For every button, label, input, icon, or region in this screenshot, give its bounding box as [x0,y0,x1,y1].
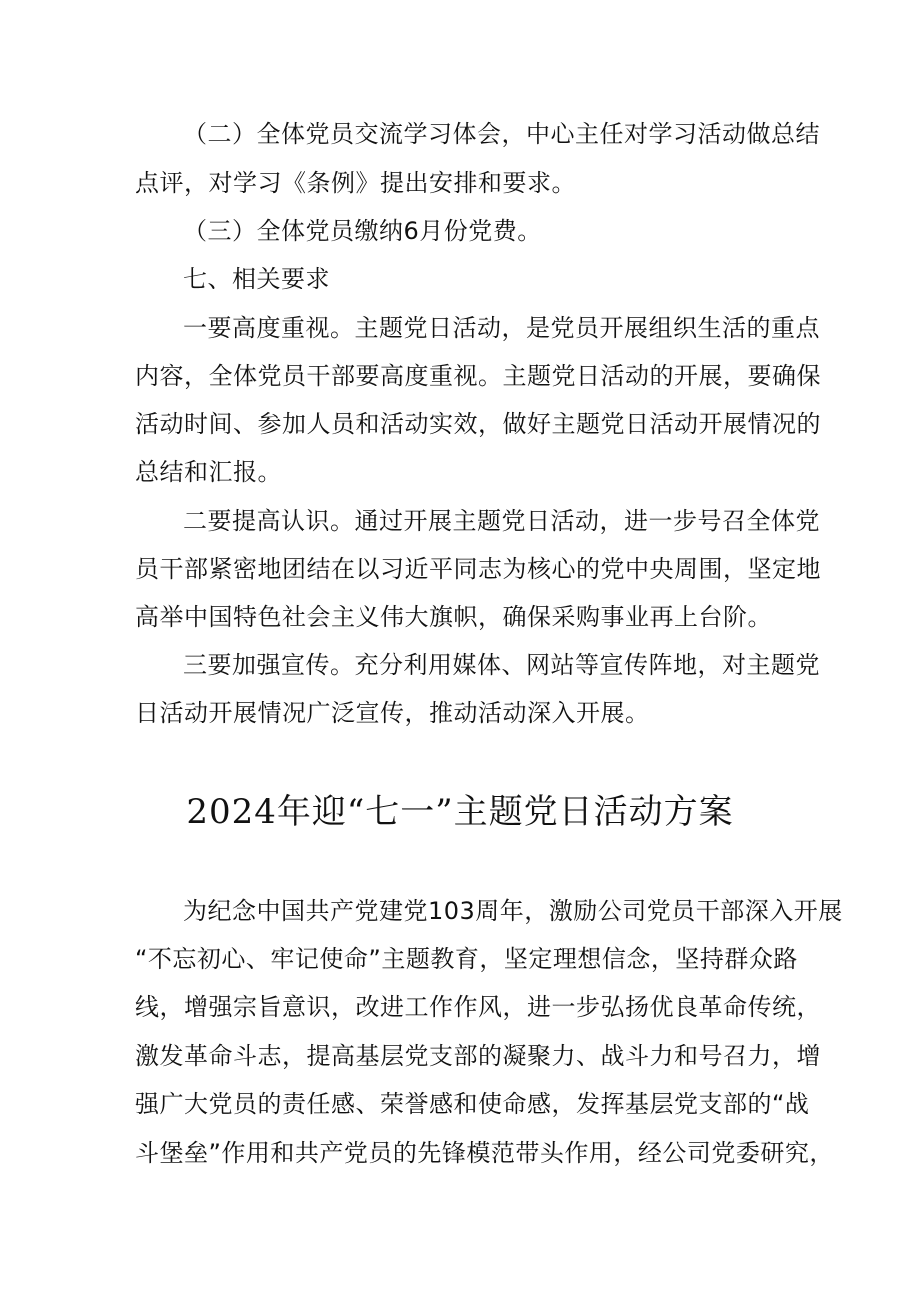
para3-line-1: 三要加强宣传。充分利用媒体、网站等宣传阵地，对主题党 [183,651,820,679]
item-three-line: （三）全体党员缴纳6月份党费。 [183,217,542,245]
para1-line-4: 总结和汇报。 [135,458,282,486]
intro-line-3: 线，增强宗旨意识，改进工作作风，进一步弘扬优良革命传统， [135,993,821,1021]
intro-line-4: 激发革命斗志，提高基层党支部的凝聚力、战斗力和号召力，增 [135,1042,821,1070]
para3-line-2: 日活动开展情况广泛宣传，推动活动深入开展。 [135,699,650,727]
para1-line-1: 一要高度重视。主题党日活动，是党员开展组织生活的重点 [183,314,820,342]
intro-line-6: 斗堡垒”作用和共产党员的先锋模范带头作用，经公司党委研究， [135,1139,834,1167]
para2-line-3: 高举中国特色社会主义伟大旗帜，确保采购事业再上台阶。 [135,603,772,631]
intro-line-2: “不忘初心、牢记使命”主题教育，坚定理想信念，坚持群众路 [135,945,798,973]
item-two-line-1: （二）全体党员交流学习体会，中心主任对学习活动做总结 [183,120,820,148]
para2-line-1: 二要提高认识。通过开展主题党日活动，进一步号召全体党 [183,507,820,535]
para1-line-2: 内容，全体党员干部要高度重视。主题党日活动的开展，要确保 [135,362,821,390]
para1-line-3: 活动时间、参加人员和活动实效，做好主题党日活动开展情况的 [135,410,821,438]
document-title: 2024年迎“七一”主题党日活动方案 [186,792,734,832]
intro-line-1: 为纪念中国共产党建党103周年，激励公司党员干部深入开展 [183,897,843,925]
requirements-heading: 七、相关要求 [183,265,330,293]
intro-line-5: 强广大党员的责任感、荣誉感和使命感，发挥基层党支部的“战 [135,1090,810,1118]
para2-line-2: 员干部紧密地团结在以习近平同志为核心的党中央周围，坚定地 [135,555,821,583]
item-two-line-2: 点评，对学习《条例》提出安排和要求。 [135,169,576,197]
